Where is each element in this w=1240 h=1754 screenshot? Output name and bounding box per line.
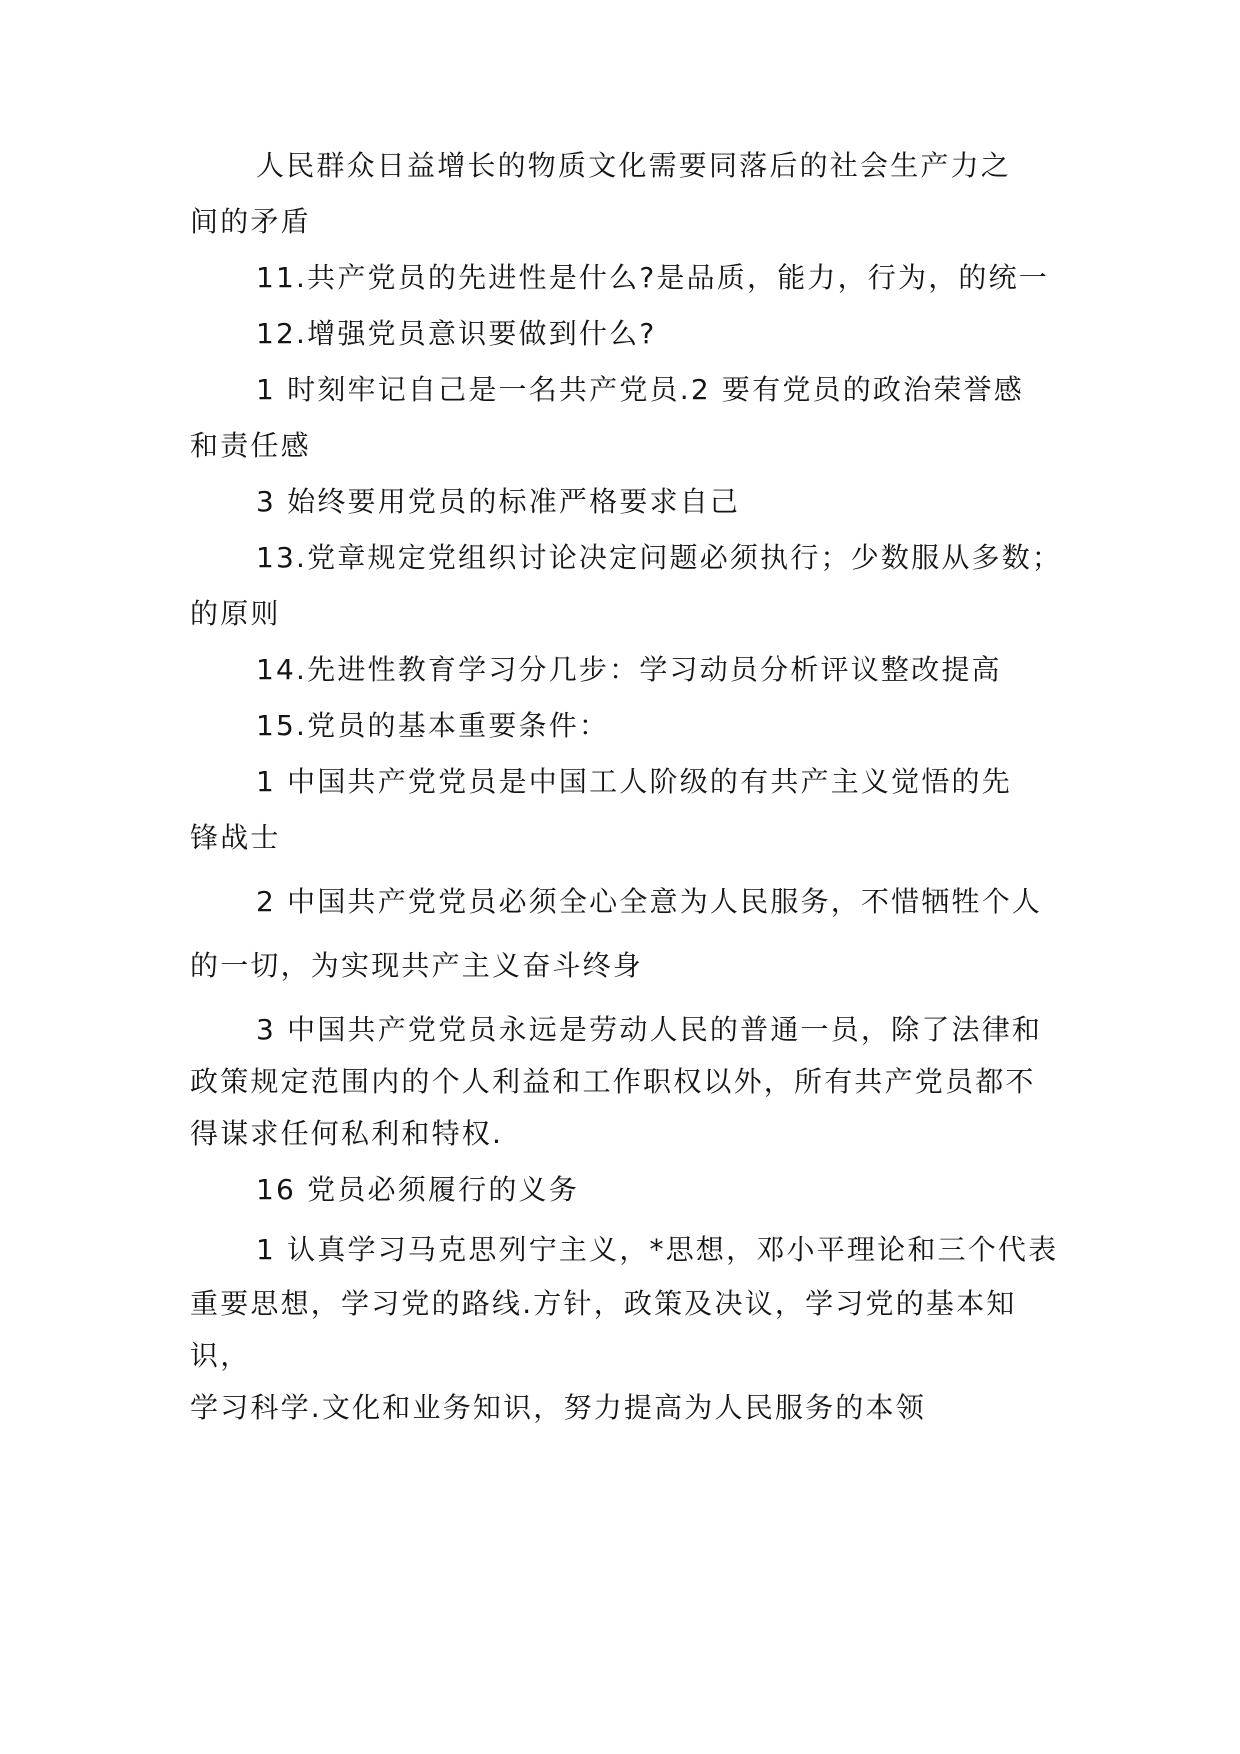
text-line: 14.先进性教育学习分几步：学习动员分析评议整改提高	[256, 653, 1002, 686]
text-line: 1 中国共产党党员是中国工人阶级的有共产主义觉悟的先	[256, 765, 1012, 798]
text-line: 2 中国共产党党员必须全心全意为人民服务，不惜牺牲个人	[256, 885, 1043, 918]
text-line: 识，	[190, 1339, 251, 1372]
text-line: 锋战士	[190, 821, 281, 854]
text-line: 11.共产党员的先进性是什么?是品质，能力，行为，的统一	[256, 261, 1049, 294]
text-line: 得谋求任何私利和特权.	[190, 1117, 504, 1150]
text-line: 和责任感	[190, 429, 311, 462]
text-line: 13.党章规定党组织讨论决定问题必须执行；少数服从多数；	[256, 541, 1063, 574]
text-line: 学习科学.文化和业务知识，努力提高为人民服务的本领	[190, 1391, 926, 1424]
text-line: 1 认真学习马克思列宁主义，*思想，邓小平理论和三个代表	[256, 1233, 1059, 1266]
text-line: 重要思想，学习党的路线.方针，政策及决议，学习党的基本知	[190, 1287, 1017, 1320]
text-line: 12.增强党员意识要做到什么?	[256, 317, 657, 350]
text-line: 间的矛盾	[190, 205, 311, 238]
text-line: 15.党员的基本重要条件：	[256, 709, 610, 742]
text-line: 3 中国共产党党员永远是劳动人民的普通一员，除了法律和	[256, 1013, 1043, 1046]
text-line: 3 始终要用党员的标准严格要求自己	[256, 485, 741, 518]
text-line: 的原则	[190, 597, 281, 630]
text-line: 1 时刻牢记自己是一名共产党员.2 要有党员的政治荣誉感	[256, 373, 1024, 406]
text-line: 的一切，为实现共产主义奋斗终身	[190, 949, 644, 982]
text-line: 人民群众日益增长的物质文化需要同落后的社会生产力之	[256, 149, 1012, 182]
text-line: 16 党员必须履行的义务	[256, 1173, 579, 1206]
text-line: 政策规定范围内的个人利益和工作职权以外，所有共产党员都不	[190, 1065, 1036, 1098]
